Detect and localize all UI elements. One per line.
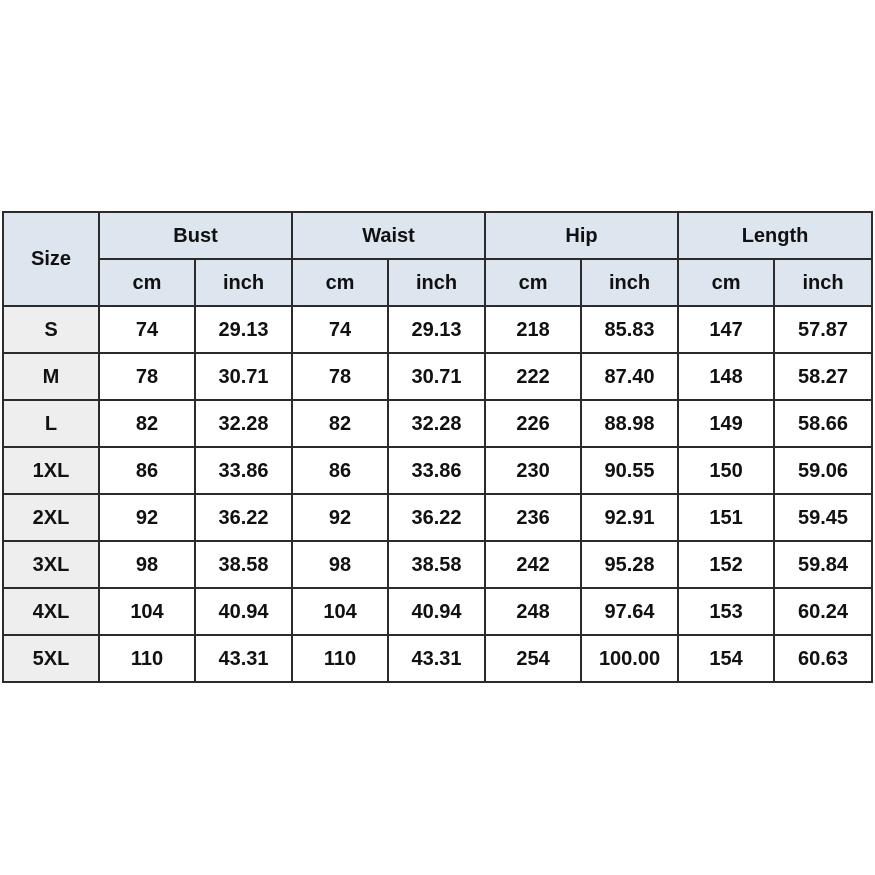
cell-length-inch: 58.27 xyxy=(774,353,872,400)
cell-hip-inch: 90.55 xyxy=(581,447,678,494)
cell-hip-cm: 236 xyxy=(485,494,581,541)
cell-hip-cm: 226 xyxy=(485,400,581,447)
unit-header-hip-inch: inch xyxy=(581,259,678,306)
table-row xyxy=(3,541,872,588)
size-header: Size xyxy=(3,212,99,306)
cell-length-inch: 59.06 xyxy=(774,447,872,494)
cell-length-inch: 57.87 xyxy=(774,306,872,353)
cell-hip-inch: 88.98 xyxy=(581,400,678,447)
group-header-row xyxy=(3,212,872,259)
cell-length-cm: 147 xyxy=(678,306,774,353)
cell-waist-cm: 98 xyxy=(292,541,388,588)
cell-length-cm: 153 xyxy=(678,588,774,635)
cell-bust-inch: 30.71 xyxy=(195,353,292,400)
unit-header-waist-inch: inch xyxy=(388,259,485,306)
cell-waist-inch: 36.22 xyxy=(388,494,485,541)
cell-waist-cm: 86 xyxy=(292,447,388,494)
unit-header-waist-cm: cm xyxy=(292,259,388,306)
size-label: 5XL xyxy=(3,635,99,682)
size-chart xyxy=(2,211,871,670)
group-header-hip: Hip xyxy=(485,212,678,259)
table-row xyxy=(3,635,872,682)
size-label: L xyxy=(3,400,99,447)
cell-length-inch: 59.84 xyxy=(774,541,872,588)
cell-hip-cm: 230 xyxy=(485,447,581,494)
cell-hip-inch: 85.83 xyxy=(581,306,678,353)
cell-waist-cm: 92 xyxy=(292,494,388,541)
unit-header-length-cm: cm xyxy=(678,259,774,306)
cell-hip-cm: 222 xyxy=(485,353,581,400)
cell-hip-cm: 242 xyxy=(485,541,581,588)
cell-bust-cm: 92 xyxy=(99,494,195,541)
cell-bust-cm: 74 xyxy=(99,306,195,353)
table-row xyxy=(3,353,872,400)
cell-waist-inch: 40.94 xyxy=(388,588,485,635)
cell-bust-cm: 110 xyxy=(99,635,195,682)
cell-bust-cm: 104 xyxy=(99,588,195,635)
cell-waist-inch: 43.31 xyxy=(388,635,485,682)
cell-waist-inch: 30.71 xyxy=(388,353,485,400)
unit-header-bust-inch: inch xyxy=(195,259,292,306)
cell-length-cm: 150 xyxy=(678,447,774,494)
cell-bust-inch: 40.94 xyxy=(195,588,292,635)
cell-bust-inch: 43.31 xyxy=(195,635,292,682)
cell-hip-inch: 87.40 xyxy=(581,353,678,400)
table-row xyxy=(3,447,872,494)
cell-bust-inch: 32.28 xyxy=(195,400,292,447)
cell-length-inch: 60.63 xyxy=(774,635,872,682)
cell-bust-cm: 78 xyxy=(99,353,195,400)
cell-hip-cm: 248 xyxy=(485,588,581,635)
cell-bust-inch: 38.58 xyxy=(195,541,292,588)
cell-waist-cm: 82 xyxy=(292,400,388,447)
cell-length-cm: 148 xyxy=(678,353,774,400)
cell-waist-cm: 110 xyxy=(292,635,388,682)
group-header-bust: Bust xyxy=(99,212,292,259)
cell-hip-cm: 218 xyxy=(485,306,581,353)
cell-hip-cm: 254 xyxy=(485,635,581,682)
size-label: 1XL xyxy=(3,447,99,494)
group-header-length: Length xyxy=(678,212,872,259)
unit-header-length-inch: inch xyxy=(774,259,872,306)
cell-length-cm: 152 xyxy=(678,541,774,588)
size-label: 4XL xyxy=(3,588,99,635)
table-row xyxy=(3,400,872,447)
cell-bust-inch: 29.13 xyxy=(195,306,292,353)
cell-waist-inch: 29.13 xyxy=(388,306,485,353)
size-table xyxy=(2,211,873,683)
cell-waist-cm: 74 xyxy=(292,306,388,353)
cell-waist-cm: 78 xyxy=(292,353,388,400)
size-label: M xyxy=(3,353,99,400)
cell-bust-inch: 33.86 xyxy=(195,447,292,494)
cell-bust-cm: 86 xyxy=(99,447,195,494)
cell-bust-inch: 36.22 xyxy=(195,494,292,541)
cell-bust-cm: 98 xyxy=(99,541,195,588)
cell-hip-inch: 100.00 xyxy=(581,635,678,682)
cell-length-cm: 151 xyxy=(678,494,774,541)
size-label: 3XL xyxy=(3,541,99,588)
group-header-waist: Waist xyxy=(292,212,485,259)
cell-length-inch: 59.45 xyxy=(774,494,872,541)
cell-hip-inch: 97.64 xyxy=(581,588,678,635)
cell-hip-inch: 92.91 xyxy=(581,494,678,541)
cell-waist-inch: 33.86 xyxy=(388,447,485,494)
unit-header-row xyxy=(3,259,872,306)
table-row xyxy=(3,494,872,541)
cell-bust-cm: 82 xyxy=(99,400,195,447)
cell-length-cm: 149 xyxy=(678,400,774,447)
unit-header-hip-cm: cm xyxy=(485,259,581,306)
table-row xyxy=(3,306,872,353)
cell-length-cm: 154 xyxy=(678,635,774,682)
cell-length-inch: 58.66 xyxy=(774,400,872,447)
cell-waist-cm: 104 xyxy=(292,588,388,635)
cell-hip-inch: 95.28 xyxy=(581,541,678,588)
unit-header-bust-cm: cm xyxy=(99,259,195,306)
cell-waist-inch: 32.28 xyxy=(388,400,485,447)
cell-waist-inch: 38.58 xyxy=(388,541,485,588)
cell-length-inch: 60.24 xyxy=(774,588,872,635)
table-row xyxy=(3,588,872,635)
size-label: S xyxy=(3,306,99,353)
size-label: 2XL xyxy=(3,494,99,541)
